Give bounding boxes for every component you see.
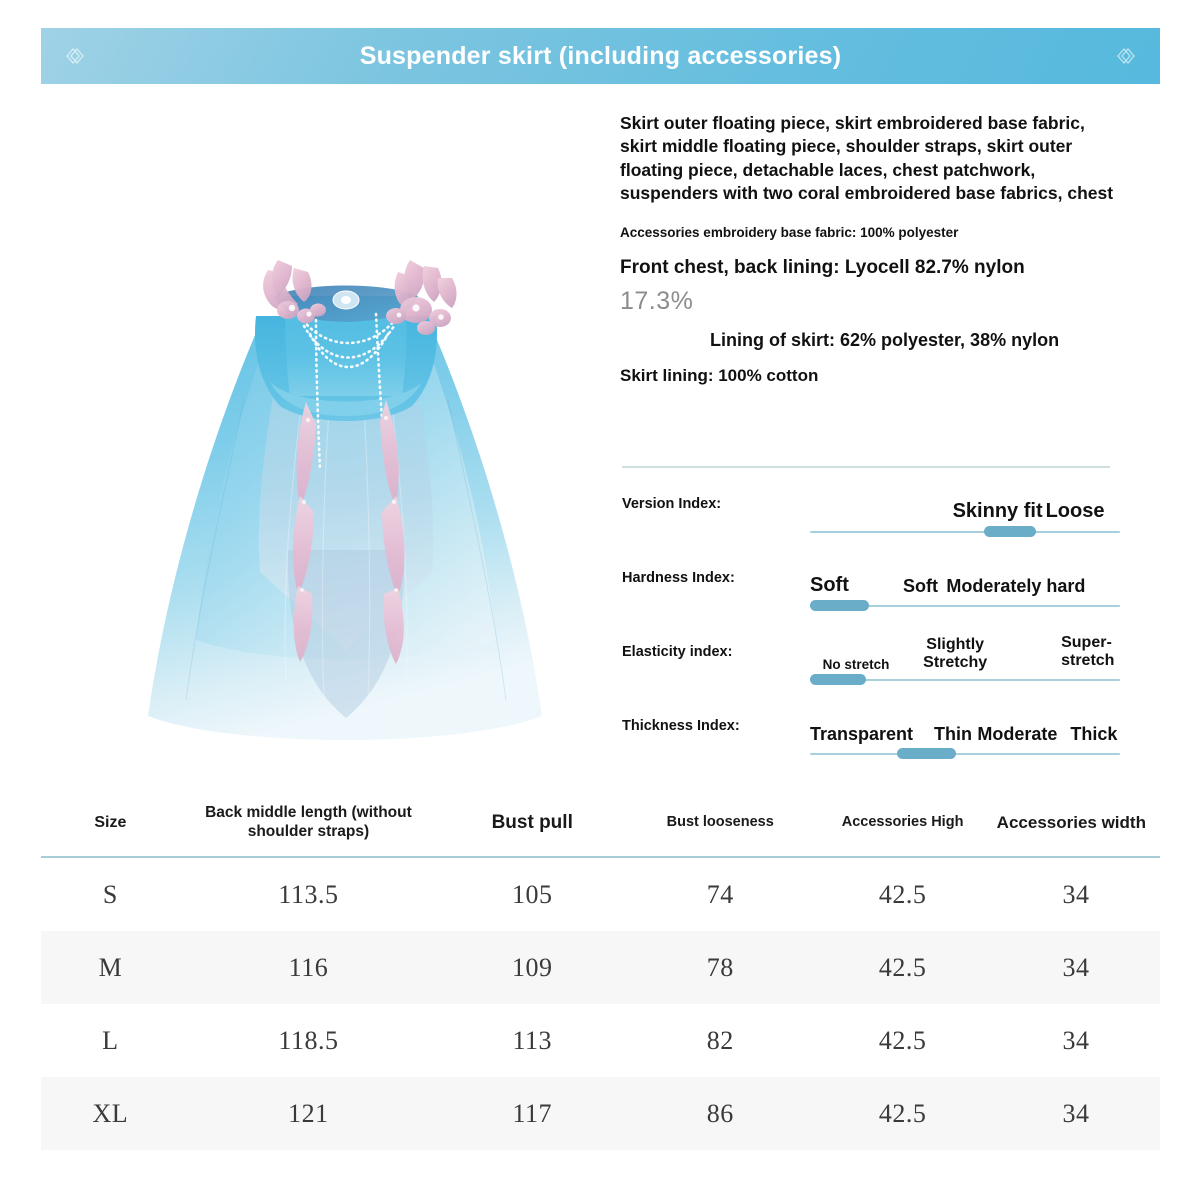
column-header-accessories-high: Accessories High: [841, 814, 964, 831]
table-cell-bust-looseness: 86: [706, 1098, 734, 1128]
table-cell-bust-looseness: 78: [706, 952, 734, 982]
index-row: [620, 482, 1120, 556]
index-scale-area: [810, 482, 1120, 526]
column-header-size: Size: [94, 814, 127, 832]
table-cell-back-middle-length: 113.5: [278, 879, 339, 909]
table-row: [41, 1077, 1160, 1150]
index-label: Thickness Index:: [622, 718, 740, 734]
scale-label: Loose: [1045, 499, 1105, 522]
table-row: [41, 858, 1160, 931]
index-label: Hardness Index:: [622, 570, 735, 586]
fabric-index-section: [620, 482, 1120, 778]
table-cell-accessories-high: 42.5: [878, 1098, 927, 1128]
table-header-row: [41, 790, 1160, 858]
slider-track: [810, 753, 1120, 755]
scale-label: Soft: [903, 575, 938, 596]
table-cell-accessories-high: 42.5: [878, 1025, 927, 1055]
table-cell-accessories-width: 34: [1062, 1025, 1090, 1055]
section-divider: [622, 466, 1110, 468]
table-cell-size: M: [98, 952, 123, 982]
scale-label: Slightly Stretchy: [923, 636, 988, 672]
slider-track: [810, 531, 1120, 533]
index-label: Elasticity index:: [622, 644, 733, 660]
scale-label: Moderate: [977, 723, 1058, 744]
index-label: Version Index:: [622, 496, 722, 512]
index-scale-area: [810, 556, 1120, 600]
table-row: [41, 931, 1160, 1004]
column-header-accessories-width: Accessories width: [996, 812, 1146, 832]
index-slider[interactable]: [810, 526, 1120, 538]
page-title: Suspender skirt (including accessories): [359, 41, 842, 70]
table-cell-bust-looseness: 82: [706, 1025, 734, 1055]
column-header-bust-pull: Bust pull: [491, 811, 573, 833]
table-cell-size: S: [102, 879, 118, 909]
index-scale-area: [810, 704, 1120, 748]
slider-thumb[interactable]: [984, 526, 1037, 537]
scale-label: Soft: [810, 573, 849, 596]
scale-label: Thick: [1070, 723, 1118, 744]
front-chest-lining-percent: 17.3%: [620, 287, 694, 316]
slider-thumb[interactable]: [810, 600, 869, 611]
table-cell-bust-pull: 113: [512, 1025, 552, 1055]
front-chest-lining-text: Front chest, back lining: Lyocell 82.7% nylon: [620, 257, 1025, 279]
product-image: [110, 120, 580, 770]
table-cell-bust-looseness: 74: [706, 879, 734, 909]
table-row: [41, 1004, 1160, 1077]
page-header-banner: [41, 28, 1160, 84]
index-slider[interactable]: [810, 600, 1120, 612]
product-description-column: [620, 112, 1120, 386]
table-cell-accessories-width: 34: [1062, 1098, 1090, 1128]
index-row: [620, 556, 1120, 630]
dress-illustration: [110, 120, 580, 770]
slider-thumb[interactable]: [810, 674, 866, 685]
scale-label-group: [810, 630, 1120, 674]
table-cell-bust-pull: 117: [512, 1098, 552, 1128]
table-cell-accessories-high: 42.5: [878, 879, 927, 909]
scale-label: No stretch: [822, 656, 890, 672]
scale-label: Thin: [934, 723, 972, 744]
table-cell-accessories-width: 34: [1062, 879, 1090, 909]
scale-label: Super-stretch: [1061, 634, 1115, 670]
scale-label-group: [810, 482, 1120, 526]
table-cell-size: L: [102, 1025, 119, 1055]
table-cell-back-middle-length: 118.5: [278, 1025, 339, 1055]
table-cell-size: XL: [92, 1098, 129, 1128]
table-cell-bust-pull: 105: [511, 879, 553, 909]
index-slider[interactable]: [810, 748, 1120, 760]
scale-label-group: [810, 704, 1120, 748]
accessories-fabric-text: Accessories embroidery base fabric: 100% polyester: [620, 225, 959, 241]
twin-diamond-ornament-icon: [1110, 45, 1144, 67]
slider-thumb[interactable]: [897, 748, 956, 759]
scale-label: Skinny fit: [952, 499, 1043, 522]
table-cell-bust-pull: 109: [511, 952, 553, 982]
size-chart-table: [41, 790, 1160, 1150]
twin-diamond-ornament-icon: [57, 45, 91, 67]
table-cell-back-middle-length: 121: [288, 1098, 329, 1128]
component-list-text: Skirt outer floating piece, skirt embroidered base fabric, skirt middle floating piece, shoulder straps, skirt outer floating piece, detachable laces, chest patchwork, suspenders with two coral embroidered base fabrics, chest: [620, 113, 1114, 203]
index-slider[interactable]: [810, 674, 1120, 686]
column-header-bust-looseness: Bust looseness: [666, 814, 774, 831]
scale-label-group: [810, 556, 1120, 600]
index-row: [620, 630, 1120, 704]
column-header-back-middle-length: Back middle length (without shoulder straps): [205, 804, 412, 840]
scale-label: Moderately hard: [946, 575, 1086, 596]
table-cell-back-middle-length: 116: [288, 952, 329, 982]
index-row: [620, 704, 1120, 778]
skirt-lining-blend-text: Lining of skirt: 62% polyester, 38% nylon: [710, 330, 1060, 351]
index-scale-area: [810, 630, 1120, 674]
table-cell-accessories-width: 34: [1062, 952, 1090, 982]
skirt-lining-text: Skirt lining: 100% cotton: [620, 366, 819, 386]
table-cell-accessories-high: 42.5: [878, 952, 927, 982]
scale-label: Transparent: [810, 723, 914, 744]
